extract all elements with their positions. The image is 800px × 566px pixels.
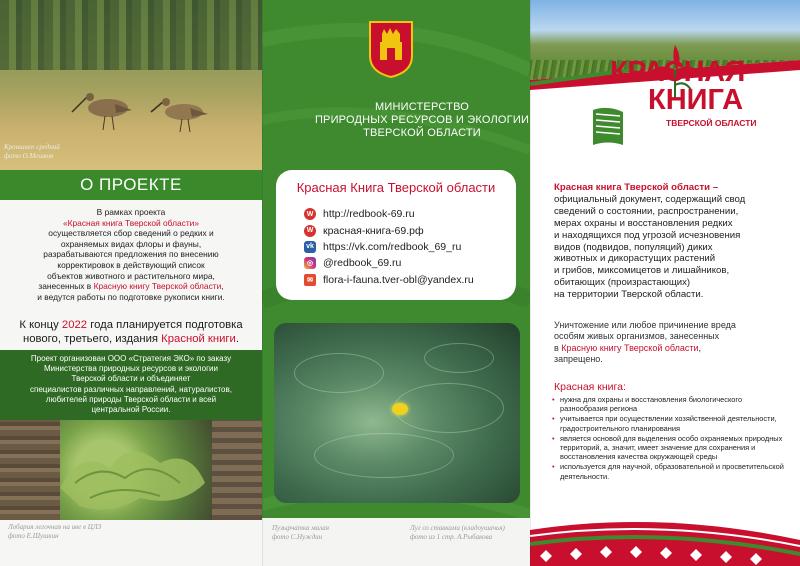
intro-line: и ведутся работы по подготовке рукописи книги. — [37, 291, 225, 302]
organizer-line: Проект организован ООО «Стратегия ЭКО» по заказу — [30, 354, 232, 363]
lichen-photo — [0, 420, 262, 520]
web-icon: W — [304, 225, 316, 237]
photo-caption-title: Кроншнеп средний — [4, 143, 60, 151]
right-panel — [530, 0, 800, 566]
link-text[interactable]: http://redbook-69.ru — [323, 208, 415, 221]
intro-line: корректировок в действующий список — [57, 259, 205, 270]
contacts-title: Красная Книга Тверской области — [296, 180, 496, 195]
definition-title: Красная книга Тверской области – — [554, 182, 719, 193]
section-title: О ПРОЕКТЕ — [80, 175, 182, 194]
contacts-list — [304, 206, 474, 288]
bladderwort-photo — [274, 323, 520, 503]
mail-icon: ✉ — [304, 274, 316, 286]
definition-text: Красная книга Тверской области – официальный документ, содержащий свод сведений о состоянии, распространении, мерах охраны и восстановления редких и находящихся под угрозой исчезновения видов (подвидов, популяций) диких животных и дикорастущих растений и грибов, миксомицетов и лишайников, обитающих (произрастающих) на территории Тверской области. — [554, 182, 746, 301]
logo-title-line1: КРАСНАЯ — [610, 56, 745, 88]
project-intro — [10, 207, 252, 302]
list-item: • является основой для выделения особо охраняемых природных территорий, а, значит, имеет значение для сохранения и восстановления качества окружающей среды — [550, 434, 790, 462]
purpose-list — [550, 395, 790, 482]
logo-title-line2: КНИГА — [648, 84, 744, 116]
photo-caption-title: Луг со ставками (кладоушачья) — [410, 524, 505, 532]
link-text[interactable]: https://vk.com/redbook_69_ru — [323, 240, 462, 253]
vk-icon: vk — [304, 241, 316, 253]
curlew-photo — [0, 0, 262, 170]
fold-line — [530, 0, 531, 566]
list-item: • учитывается при осуществлении хозяйственной деятельности, градостроительного планирования — [550, 414, 790, 432]
intro-project-name: «Красная книга Тверской области» — [62, 217, 199, 228]
purpose-list-title: Красная книга: — [554, 381, 626, 393]
prohibition-text: Уничтожение или любое причинение вреда особям живых организмов, занесенных в Красную книгу Тверской области, запрещено. — [554, 320, 736, 365]
section-header — [0, 170, 262, 200]
intro-line: разрабатываются предложения по внесению — [43, 249, 219, 260]
edition-plan: К концу 2022 года планируется подготовка нового, третьего, издания Красной книги. — [19, 319, 243, 345]
organizer-line: центральной России. — [91, 405, 171, 415]
logo-subtitle: ТВЕРСКОЙ ОБЛАСТИ — [666, 118, 757, 128]
link-text[interactable]: flora-i-fauna.tver-obl@yandex.ru — [323, 273, 474, 286]
ministry-name: МИНИСТЕРСТВО ПРИРОДНЫХ РЕСУРСОВ И ЭКОЛОГИИ ТВЕРСКОЙ ОБЛАСТИ — [314, 101, 530, 139]
contacts-card — [276, 170, 516, 300]
photo-caption-title: Пузырчатка малая — [272, 524, 330, 532]
email-link[interactable] — [304, 272, 474, 288]
link-text[interactable]: @redbook_69.ru — [323, 257, 402, 270]
intro-line: осуществляется сбор сведений о редких и — [48, 228, 214, 239]
photo-caption-author: фото О.Мешков — [4, 152, 54, 160]
coat-of-arms-icon — [368, 20, 414, 78]
intro-line: объектов животного и растительного мира, — [47, 270, 215, 281]
list-item: • нужна для охраны и восстановления биологического разнообразия региона — [550, 395, 790, 413]
middle-footer — [262, 518, 530, 566]
vk-link[interactable] — [304, 239, 474, 255]
intro-line: охраняемых видах флоры и фауны, — [60, 238, 202, 249]
left-panel — [0, 0, 262, 566]
middle-panel — [262, 0, 530, 566]
organizer-line: Министерства природных ресурсов и экологии — [44, 364, 218, 374]
photo-caption-author: фото С.Нуждин — [272, 533, 323, 541]
organizer-line: специалистов различных направлений, натуралистов, — [30, 384, 232, 394]
list-item: • используется для научной, образовательной и просветительской деятельности. — [550, 462, 790, 480]
organizer-line: любителей природы Тверской области и всей — [45, 394, 217, 404]
fold-line — [262, 0, 263, 566]
photo-caption-title: Лобария легочная на иве в ЦЛЗ — [8, 523, 102, 531]
book-icon — [588, 100, 628, 150]
link-text[interactable]: красная-книга-69.рф — [323, 224, 424, 237]
website-link[interactable] — [304, 206, 474, 222]
organizer-line: Тверской области и объединяет — [71, 374, 191, 384]
photo-caption-author: фото Е.Шушкин — [8, 532, 59, 540]
intro-line: В рамках проекта — [96, 207, 166, 217]
instagram-icon: ◎ — [304, 257, 316, 269]
intro-line: занесенных в Красную книгу Тверской области, — [38, 281, 224, 292]
organizer-block — [0, 350, 262, 420]
website-rf-link[interactable] — [304, 222, 474, 238]
instagram-link[interactable] — [304, 255, 474, 271]
yellow-flower — [392, 403, 408, 415]
photo-caption-author: фото из 1 стр. А.Рыбакова — [410, 533, 493, 541]
folk-ornament — [530, 500, 800, 566]
web-icon: W — [304, 208, 316, 220]
